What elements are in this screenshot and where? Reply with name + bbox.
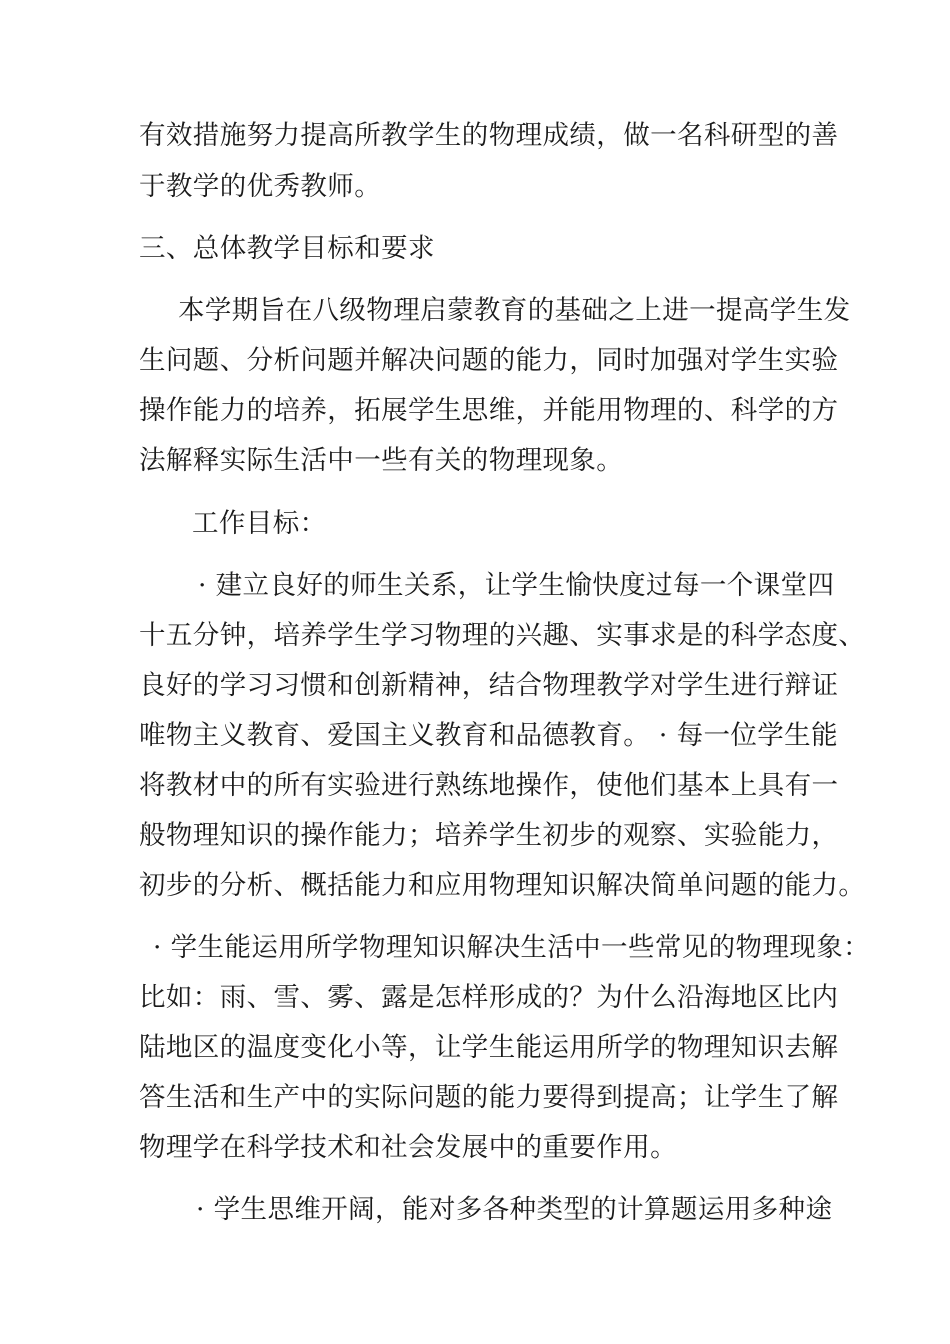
text-line: 十五分钟，培养学生学习物理的兴趣、实事求是的科学态度、: [139, 620, 866, 651]
text-line: 操作能力的培养，拓展学生思维，并能用物理的、科学的方: [139, 395, 839, 426]
text-line: 有效措施努力提高所教学生的物理成绩，做一名科研型的善: [139, 120, 839, 151]
text-line: 物理学在科学技术和社会发展中的重要作用。: [139, 1132, 677, 1163]
text-line: 法解释实际生活中一些有关的物理现象。: [139, 445, 624, 476]
text-line: 陆地区的温度变化小等，让学生能运用所学的物理知识去解: [139, 1032, 839, 1063]
section-heading: 三、总体教学目标和要求: [139, 233, 435, 264]
text-line: 初步的分析、概括能力和应用物理知识解决简单问题的能力。: [139, 870, 866, 901]
bullet-line: · 学生思维开阔，能对多各种类型的计算题运用多种途: [196, 1194, 833, 1225]
text-line: 于教学的优秀教师。: [139, 171, 382, 202]
text-line: 答生活和生产中的实际问题的能力要得到提高；让学生了解: [139, 1082, 839, 1113]
text-line: 良好的学习习惯和创新精神，结合物理教学对学生进行辩证: [139, 670, 839, 701]
text-line: 般物理知识的操作能力；培养学生初步的观察、实验能力，: [139, 820, 839, 851]
text-line: 将教材中的所有实验进行熟练地操作，使他们基本上具有一: [139, 770, 839, 801]
text-line: 唯物主义教育、爱国主义教育和品德教育。 · 每一位学生能: [139, 720, 838, 751]
bullet-line: · 建立良好的师生关系，让学生愉快度过每一个课堂四: [198, 570, 835, 601]
text-line: 生问题、分析问题并解决问题的能力，同时加强对学生实验: [139, 345, 839, 376]
paragraph-first-line: 本学期旨在八级物理启蒙教育的基础之上进一提高学生发: [178, 295, 851, 326]
text-line: 比如：雨、雪、雾、露是怎样形成的？为什么沿海地区比内: [139, 982, 839, 1013]
bullet-line: · 学生能运用所学物理知识解决生活中一些常见的物理现象：: [153, 932, 871, 963]
subheading: 工作目标：: [192, 508, 327, 539]
